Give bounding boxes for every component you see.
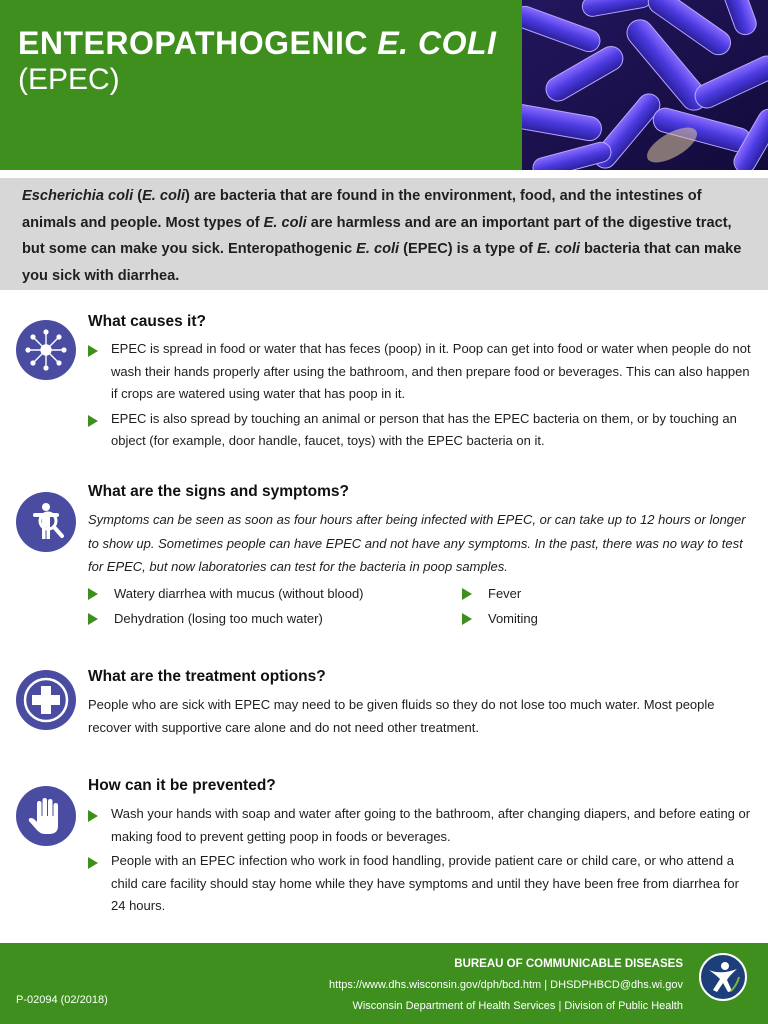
list-item: EPEC is also spread by touching an animal or person that has the EPEC bacteria on them, or by touching an object (for example, door handle, faucet, toys) with the EPEC bacteria on it. xyxy=(88,408,753,453)
intro-band xyxy=(0,178,768,290)
header-banner xyxy=(0,0,768,170)
prevention-list xyxy=(88,803,753,920)
page-title xyxy=(18,24,496,98)
magnifier-person-icon xyxy=(16,492,76,552)
list-item: Wash your hands with soap and water after going to the bathroom, after changing diapers, and before eating or making food to prevent getting poop in foods or beverages. xyxy=(88,803,753,848)
bullet-arrow-icon xyxy=(88,345,98,357)
causes-list xyxy=(88,338,753,455)
list-item: People with an EPEC infection who work in food handling, provide patient care or child care, or who attend a child care facility should stay home while they have symptoms and until they have been free from diarrhea for 24 hours. xyxy=(88,850,753,918)
bullet-arrow-icon xyxy=(462,588,472,600)
title-italic: E. COLI xyxy=(377,25,497,61)
bullet-arrow-icon xyxy=(88,857,98,869)
prevention-title: How can it be prevented? xyxy=(88,777,276,794)
symptoms-intro: Symptoms can be seen as soon as four hours after being infected with EPEC, or can take up to 12 hours or longer to show up. Sometimes people can have EPEC and not have any symptoms. In the past, there was no way to test for EPEC, but now laboratories can test for the bacteria in poop samples. xyxy=(88,512,746,574)
footer-contact-links[interactable]: https://www.dhs.wisconsin.gov/dph/bcd.htm | DHSDPHBCD@dhs.wi.gov xyxy=(329,979,683,991)
list-item: Vomiting xyxy=(462,606,538,631)
department-name: Wisconsin Department of Health Services | Division of Public Health xyxy=(352,1000,683,1012)
bullet-arrow-icon xyxy=(88,810,98,822)
bureau-name: BUREAU OF COMMUNICABLE DISEASES xyxy=(454,958,683,970)
publication-number: P-02094 (02/2018) xyxy=(16,994,108,1006)
hand-stop-icon xyxy=(16,786,76,846)
list-item: EPEC is spread in food or water that has feces (poop) in it. Poop can get into food or water when people do not wash their hands properly after using the bathroom, and then prepare food or beverages. This can also happen if crops are watered using water that has poop in it. xyxy=(88,338,753,406)
treatment-text: People who are sick with EPEC may need to be given fluids so they do not lose too much water. Most people recover with supportive care alone and do not need other treatment. xyxy=(88,697,715,735)
title-sub: (EPEC) xyxy=(18,63,120,97)
symptoms-list-left xyxy=(88,581,364,631)
list-item: Dehydration (losing too much water) xyxy=(88,606,364,631)
bullet-arrow-icon xyxy=(88,588,98,600)
list-item: Fever xyxy=(462,581,538,606)
causes-title: What causes it? xyxy=(88,313,206,330)
treatment-title: What are the treatment options? xyxy=(88,668,326,685)
intro-paragraph: Escherichia coli (E. coli) are bacteria that are found in the environment, food, and the intestines of animals and people. Most types of E. coli are harmless and are an important part of the digestive tract, but some can make you sick. Enteropathogenic E. coli (EPEC) is a type of E. coli bacteria that can make you sick with diarrhea. xyxy=(22,188,742,284)
footer-info xyxy=(329,954,683,1017)
symptoms-list-right xyxy=(462,581,538,631)
medical-cross-icon xyxy=(16,670,76,730)
list-item: Watery diarrhea with mucus (without blood) xyxy=(88,581,364,606)
title-main: ENTEROPATHOGENIC E. COLI xyxy=(18,25,497,61)
network-icon xyxy=(16,320,76,380)
bullet-arrow-icon xyxy=(88,613,98,625)
symptoms-title: What are the signs and symptoms? xyxy=(88,483,349,500)
bacteria-micrograph xyxy=(522,0,768,170)
bullet-arrow-icon xyxy=(462,613,472,625)
bullet-arrow-icon xyxy=(88,415,98,427)
footer xyxy=(0,943,768,1024)
wisconsin-dhs-logo-icon xyxy=(699,953,747,1001)
bacteria-illustration xyxy=(522,0,768,170)
